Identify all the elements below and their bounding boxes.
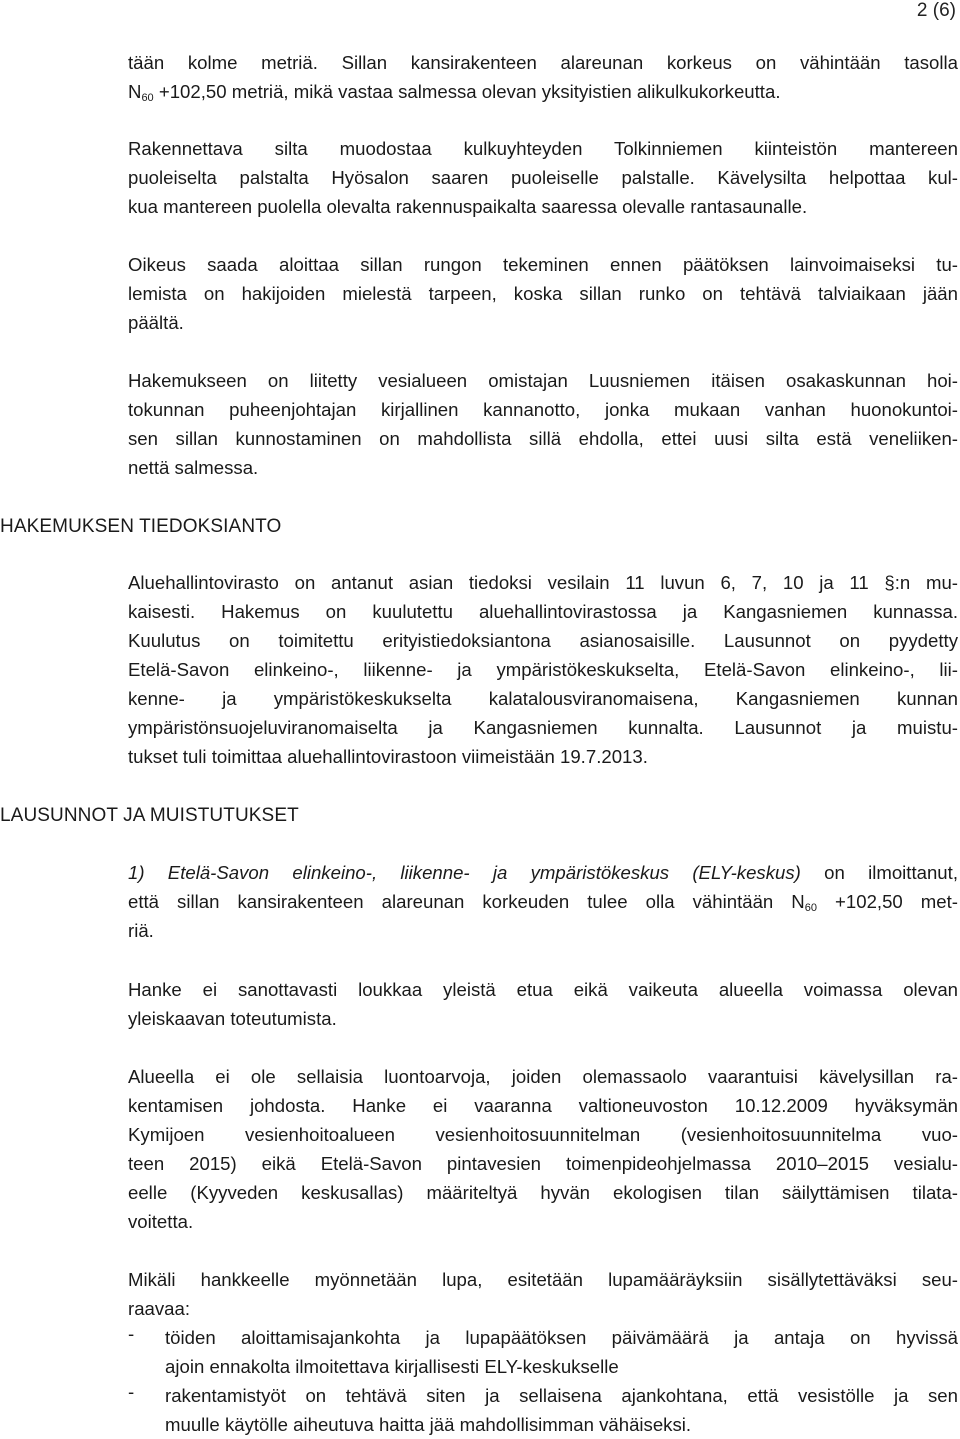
text-line [128, 858, 958, 887]
list-item [128, 1323, 958, 1381]
section-heading-statements: LAUSUNNOT JA MUISTUTUKSET [0, 805, 299, 826]
text-line: nettä salmessa. [128, 457, 259, 478]
text-line: puoleiselta palstalta Hyösalon saaren puoleiselle palstalle. Kävelysilta helpottaa kul- [128, 167, 958, 188]
text-line [128, 77, 958, 106]
text-line: yleiskaavan toteutumista. [128, 1008, 337, 1029]
text-line: Kymijoen vesienhoitoalueen vesienhoitosuunnitelman (vesienhoitosuunnitelma vuo- [128, 1124, 958, 1145]
paragraph-permit-conditions [128, 1265, 958, 1323]
list-dash: - [128, 1323, 135, 1344]
section-heading-notification: HAKEMUKSEN TIEDOKSIANTO [0, 516, 282, 537]
text-line: kentamisen johdosta. Hanke ei vaaranna valtioneuvoston 10.12.2009 hyväksymän [128, 1095, 958, 1116]
text-line: Kuulutus on toimitettu erityistiedoksiantona asianosaisille. Lausunnot on pyydetty [128, 630, 958, 651]
page-number: 2 (6) [916, 0, 956, 21]
subscript: 60 [804, 902, 817, 914]
paragraph-ely-statement [128, 858, 958, 945]
text-line: ajoin ennakolta ilmoitettava kirjallisesti ELY-keskukselle [165, 1356, 619, 1377]
text-line: sen sillan kunnostaminen on mahdollista sillä ehdolla, ettei uusi silta estä veneliiken- [128, 428, 958, 449]
subscript: 60 [141, 92, 154, 104]
paragraph-bridge-height [128, 48, 958, 106]
text-line: Mikäli hankkeelle myönnetään lupa, esitetään lupamääräyksiin sisällytettäväksi seu- [128, 1269, 958, 1290]
paragraph-bridge-connection [128, 134, 958, 221]
paragraph-early-start [128, 250, 958, 337]
text-line: voitetta. [128, 1211, 194, 1232]
text-line: kua mantereen puolella olevalta rakennuspaikalta saaressa olevalle rantasaunalle. [128, 196, 808, 217]
text-line: Oikeus saada aloittaa sillan rungon tekeminen ennen päätöksen lainvoimaiseksi tu- [128, 254, 958, 275]
text-line [128, 887, 958, 916]
text-line: raavaa: [128, 1298, 191, 1319]
text-fragment: N [128, 81, 142, 102]
list-item [128, 1381, 958, 1439]
text-line: Alueella ei ole sellaisia luontoarvoja, joiden olemassaolo vaarantuisi kävelysillan ra- [128, 1066, 958, 1087]
text-fragment: +102,50 metriä, mikä vastaa salmessa olevan yksityistien alikulkukorkeutta. [153, 81, 781, 102]
text-line: kaisesti. Hakemus on kuulutettu aluehallintovirastossa ja Kangasniemen kunnassa. [128, 601, 958, 622]
text-line: ympäristönsuojeluviranomaiselta ja Kangasniemen kunnalta. Lausunnot ja muistu- [128, 717, 958, 738]
text-line: riä. [128, 920, 154, 941]
text-line: eelle (Kyyveden keskusallas) määriteltyä hyvän ekologisen tilan säilyttämisen tilata- [128, 1182, 958, 1203]
text-fragment: +102,50 met- [816, 891, 958, 912]
text-fragment: että sillan kansirakenteen alareunan korkeuden tulee olla vähintään N [128, 891, 805, 912]
conditions-list [128, 1323, 958, 1439]
text-line: Aluehallintovirasto on antanut asian tiedoksi vesilain 11 luvun 6, 7, 10 ja 11 §:n mu- [128, 572, 958, 593]
text-line: tään kolme metriä. Sillan kansirakenteen alareunan korkeus on vähintään tasolla [128, 52, 958, 73]
text-line: Rakennettava silta muodostaa kulkuyhteyden Tolkinniemen kiinteistön mantereen [128, 138, 958, 159]
text-line: Hanke ei sanottavasti loukkaa yleistä etua eikä vaikeuta alueella voimassa olevan [128, 979, 958, 1000]
text-line: teen 2015) eikä Etelä-Savon pintavesien toimenpideohjelmassa 2010–2015 vesialu- [128, 1153, 958, 1174]
paragraph-general-interest [128, 975, 958, 1033]
paragraph-attachment [128, 366, 958, 482]
text-fragment: on ilmoittanut, [800, 862, 958, 883]
text-line: tukset tuli toimittaa aluehallintovirastoon viimeistään 19.7.2013. [128, 746, 648, 767]
text-line: muulle käytölle aiheutuva haitta jää mahdollisimman vähäiseksi. [165, 1414, 692, 1435]
text-line: Hakemukseen on liitetty vesialueen omistajan Luusniemen itäisen osakaskunnan hoi- [128, 370, 958, 391]
text-line: kenne- ja ympäristökeskukselta kalatalousviranomaisena, Kangasniemen kunnan [128, 688, 958, 709]
text-line: Etelä-Savon elinkeino-, liikenne- ja ympäristökeskukselta, Etelä-Savon elinkeino-, lii- [128, 659, 958, 680]
text-line: tokunnan puheenjohtajan kirjallinen kannanotto, jonka mukaan vanhan huonokuntoi- [128, 399, 958, 420]
list-dash: - [128, 1381, 135, 1402]
text-line: päältä. [128, 312, 184, 333]
text-fragment-italic: 1) Etelä-Savon elinkeino-, liikenne- ja ympäristökeskus (ELY-keskus) [128, 862, 801, 883]
text-line: töiden aloittamisajankohta ja lupapäätöksen päivämäärä ja antaja on hyvissä [165, 1327, 958, 1348]
text-line: lemista on hakijoiden mielestä tarpeen, koska sillan runko on tehtävä talviaikaan jään [128, 283, 958, 304]
paragraph-notification [128, 568, 958, 771]
text-line: rakentamistyöt on tehtävä siten ja sellaisena ajankohtana, että vesistölle ja sen [165, 1385, 958, 1406]
paragraph-nature-values [128, 1062, 958, 1236]
